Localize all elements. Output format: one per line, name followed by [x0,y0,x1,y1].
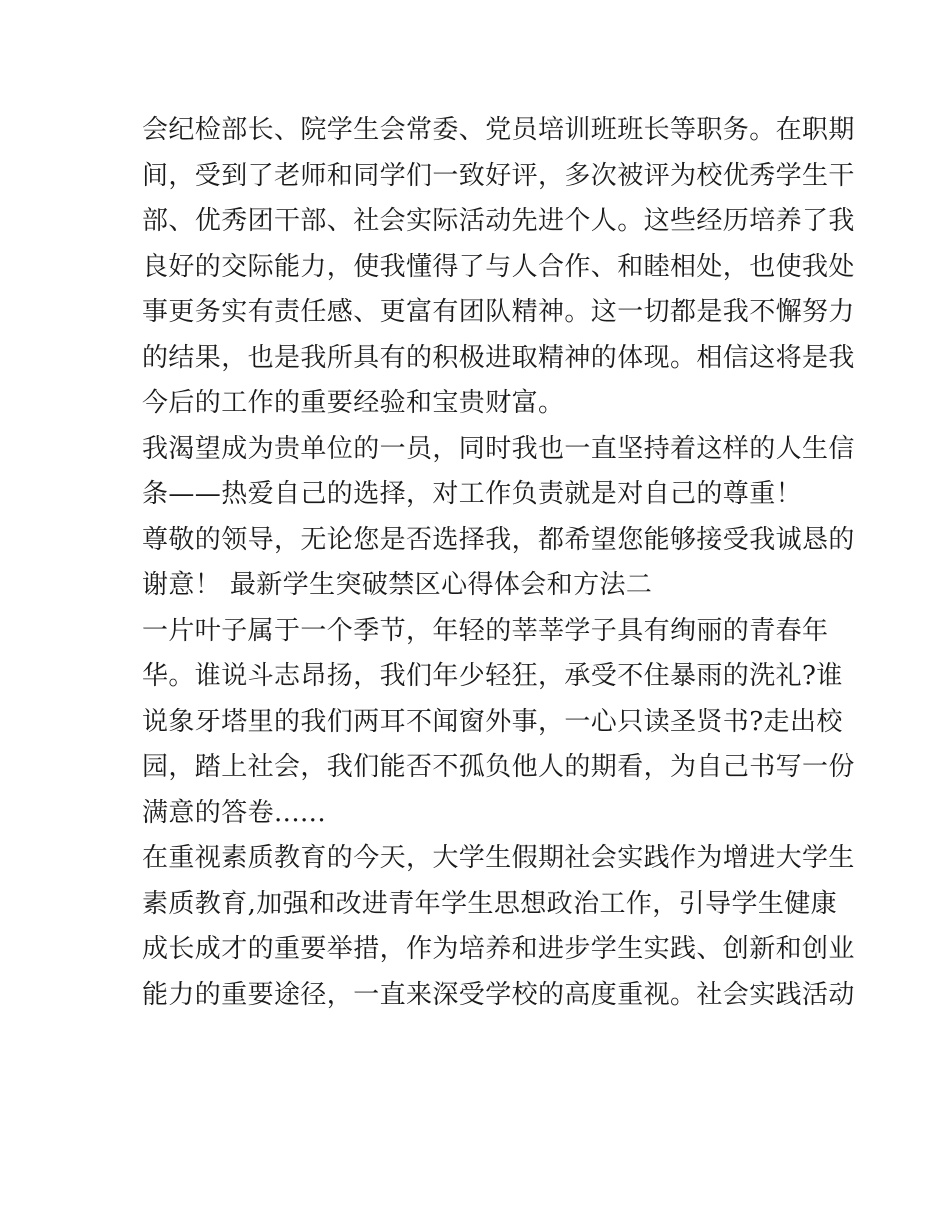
text-line: 部、优秀团干部、社会实际活动先进个人。这些经历培养了我 [142,206,855,236]
text-line: 一片叶子属于一个季节，年轻的莘莘学子具有绚丽的青春年 [142,615,829,646]
text-line: 谢意！ 最新学生突破禁区心得体会和方法二 [142,570,653,600]
text-line: 满意的答卷...... [142,797,326,828]
text-line: 在重视素质教育的今天，大学生假期社会实践作为增进大学生 [142,843,855,873]
text-line: 的结果，也是我所具有的积极进取精神的体现。相信这将是我 [142,342,855,373]
body-text [142,108,855,1018]
text-line: 能力的重要途径，一直来深受学校的高度重视。社会实践活动 [142,979,855,1010]
text-line: 会纪检部长、院学生会常委、党员培训班班长等职务。在职期 [142,115,855,145]
text-line: 园，踏上社会，我们能否不孤负他人的期看，为自己书写一份 [142,752,855,782]
text-line: 良好的交际能力，使我懂得了与人合作、和睦相处，也使我处 [142,251,855,282]
text-line: 尊敬的领导，无论您是否选择我，都希望您能够接受我诚恳的 [142,524,855,555]
text-line: 成长成才的重要举措，作为培养和进步学生实践、创新和创业 [142,934,855,964]
text-line: 间，受到了老师和同学们一致好评，多次被评为校优秀学生干 [142,160,855,191]
text-line: 素质教育,加强和改进青年学生思想政治工作，引导学生健康 [142,888,838,919]
text-line: 我渴望成为贵单位的一员，同时我也一直坚持着这样的人生信 [142,433,855,464]
text-line: 华。谁说斗志昂扬，我们年少轻狂，承受不住暴雨的洗礼?谁 [142,661,843,691]
text-line: 说象牙塔里的我们两耳不闻窗外事，一心只读圣贤书?走出校 [142,706,843,737]
text-line: 事更务实有责任感、更富有团队精神。这一切都是我不懈努力 [142,297,855,327]
text-line: 今后的工作的重要经验和宝贵财富。 [142,388,565,418]
text-line: 条——热爱自己的选择，对工作负责就是对自己的尊重！ [142,479,803,509]
